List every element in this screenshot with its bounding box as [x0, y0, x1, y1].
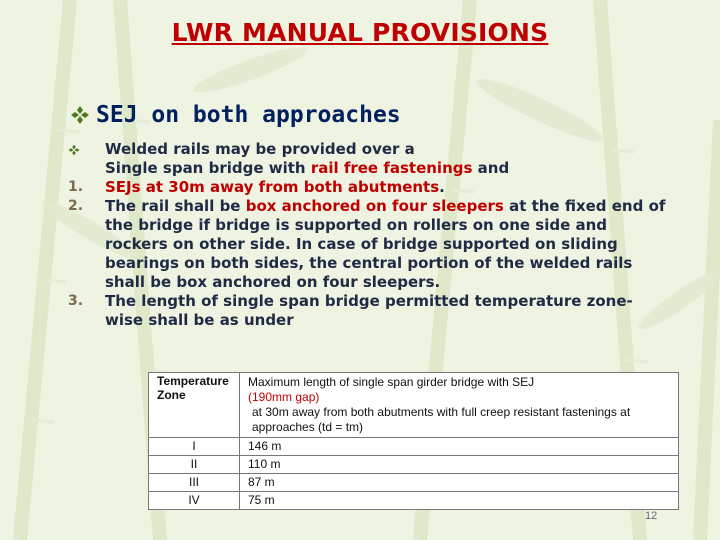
list-item-rest: at the fixed end of the bridge if bridge is supported on rollers on one side and rockers on other side. In case of bridge supported on sliding bearings on both sides, the central portion of the welded rails shall be box anchored on four sleepers.: [105, 197, 666, 291]
table-header-row: [149, 373, 679, 438]
table-row: [149, 438, 679, 456]
intro-line-2: [68, 159, 668, 178]
table-row: [149, 456, 679, 474]
table-header-length-line3: at 30m away from both abutments with full creep resistant fastenings at approaches (td = tm): [252, 405, 631, 434]
list-marker: 2.: [68, 198, 84, 214]
table-row: [149, 492, 679, 510]
rail-free-fastenings-highlight: rail free fastenings: [310, 159, 473, 177]
list-item: [68, 197, 668, 292]
intro-line: [68, 140, 668, 159]
list-item-text: [105, 178, 668, 197]
sej-highlight: SEJs at 30m away from both abutments: [105, 178, 440, 196]
intro-line-2-text: Single span bridge with: [105, 159, 311, 177]
list-marker: 3.: [68, 293, 84, 309]
list-item: [68, 292, 668, 330]
intro-line-2-end: and: [472, 159, 510, 177]
length-cell: 110 m: [240, 456, 679, 474]
list-item: [68, 178, 668, 197]
table-header-length: [240, 373, 679, 438]
list-item-punct: .: [439, 178, 445, 196]
table-header-zone: Temperature Zone: [149, 373, 240, 438]
zone-cell: I: [149, 438, 240, 456]
diamond-bullet-icon: [70, 105, 90, 125]
zone-cell: IV: [149, 492, 240, 510]
length-cell: 146 m: [240, 438, 679, 456]
section-heading-text: SEJ on both approaches: [96, 102, 401, 128]
table-row: [149, 474, 679, 492]
slide-title: LWR MANUAL PROVISIONS: [171, 18, 549, 47]
page-number: 12: [645, 510, 658, 522]
list-item-start: The rail shall be: [105, 197, 246, 215]
intro-bullet: [68, 140, 105, 159]
list-item-text: The length of single span bridge permitted temperature zone-wise shall be as under: [105, 292, 633, 329]
length-cell: 75 m: [240, 492, 679, 510]
length-cell: 87 m: [240, 474, 679, 492]
provisions-body: [68, 140, 668, 330]
table-header-length-line1: Maximum length of single span girder bridge with SEJ: [248, 375, 535, 389]
box-anchored-highlight: box anchored on four sleepers: [245, 197, 504, 215]
intro-line-1: Welded rails may be provided over a: [105, 140, 415, 158]
section-heading: [70, 102, 401, 128]
temperature-zone-table: [148, 372, 679, 510]
zone-cell: II: [149, 456, 240, 474]
list-item-text: [105, 197, 668, 292]
table-header-gap: (190mm gap): [248, 390, 320, 404]
diamond-bullet-icon: [68, 144, 80, 156]
zone-cell: III: [149, 474, 240, 492]
list-marker: 1.: [68, 179, 84, 195]
